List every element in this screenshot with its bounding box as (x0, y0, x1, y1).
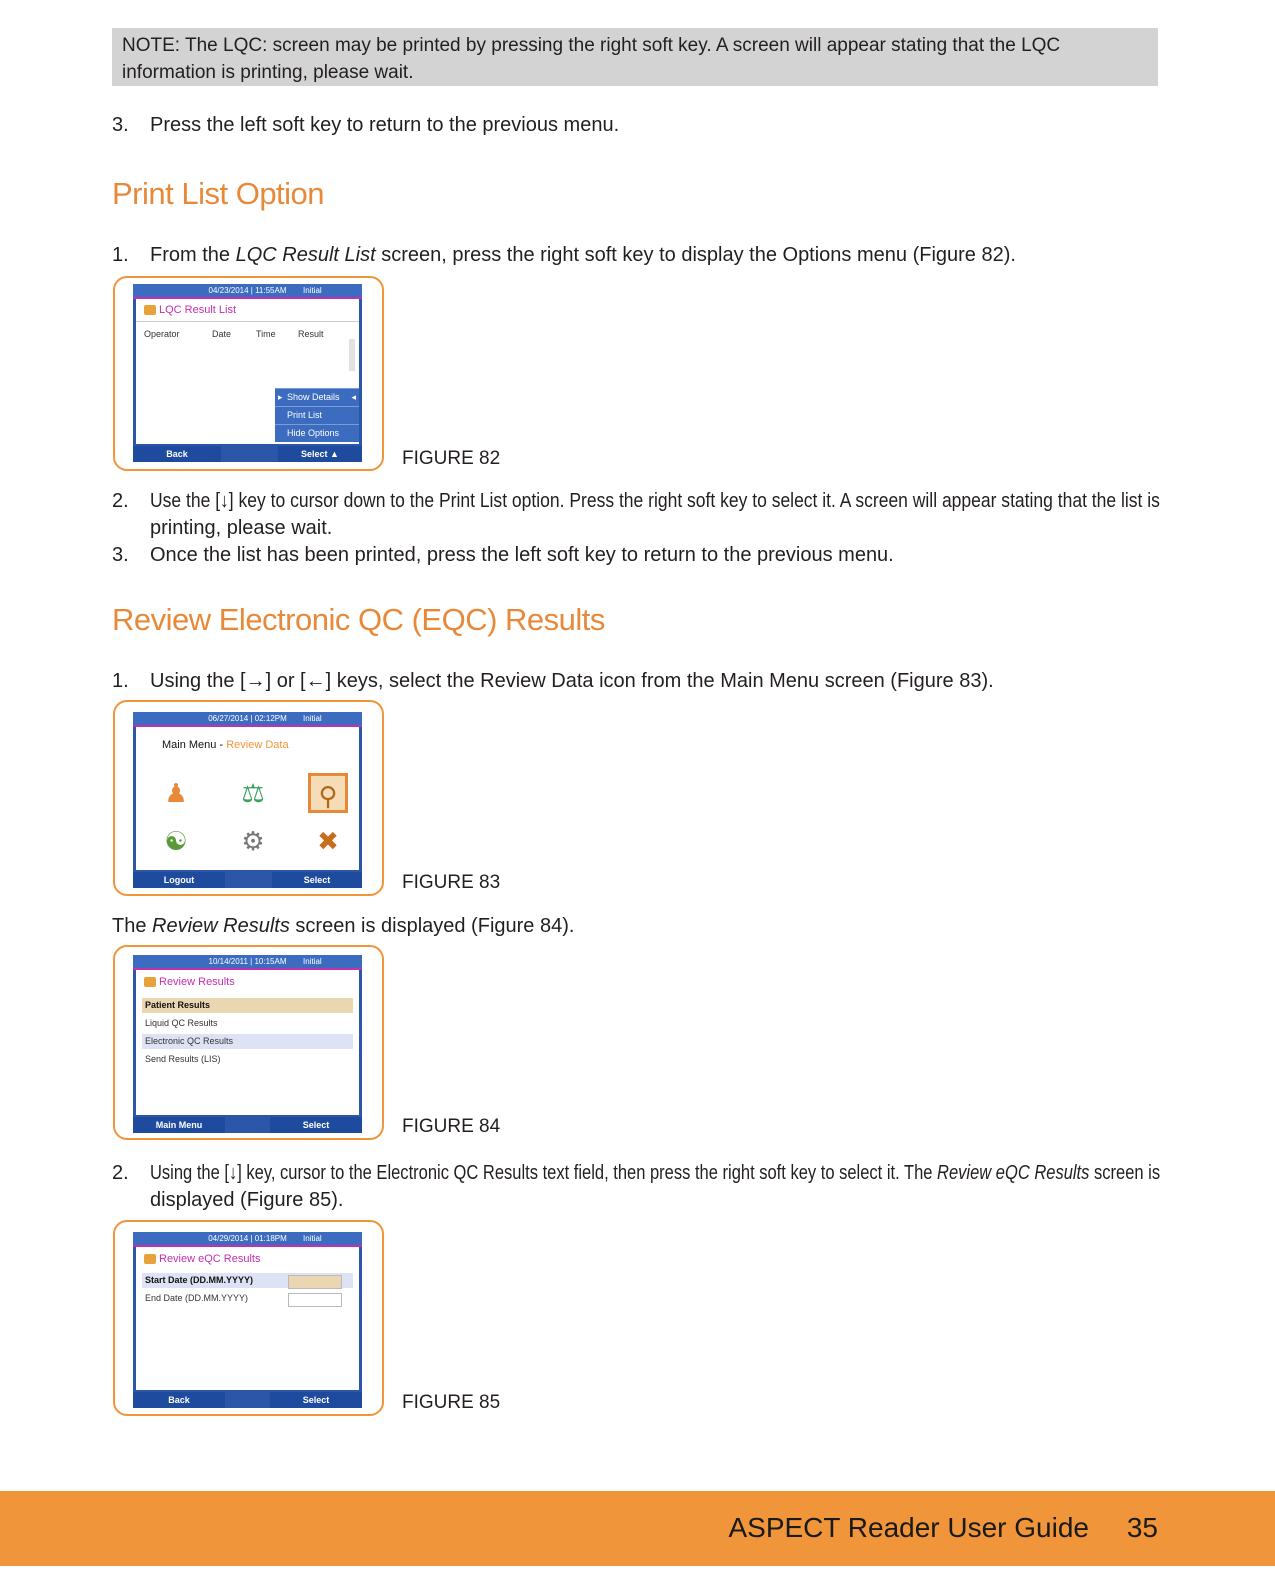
user-label: Initial (303, 957, 322, 966)
user-label: Initial (303, 286, 322, 295)
figure-85-screen (113, 1220, 384, 1416)
menu-item-patient-results[interactable]: Patient Results (142, 998, 353, 1013)
user-label: Initial (303, 1234, 322, 1243)
note-box: NOTE: The LQC: screen may be printed by pressing the right soft key. A screen will appear stating that the LQC information is printing, please wait. (112, 28, 1158, 86)
step-text: displayed (Figure 85). (150, 1189, 344, 1211)
footer-title: ASPECT Reader User Guide (728, 1512, 1089, 1543)
menu-item-send-results[interactable]: Send Results (LIS) (145, 1054, 221, 1064)
logout-soft-key[interactable]: Logout (133, 872, 225, 888)
step-text: From the LQC Result List screen, press the right soft key to display the Options menu (Figure 82). (150, 244, 1016, 266)
figure-caption: FIGURE 84 (402, 1116, 501, 1137)
figure-caption: FIGURE 82 (402, 448, 501, 469)
step-text: Press the left soft key to return to the previous menu. (150, 114, 620, 136)
main-menu-soft-key[interactable]: Main Menu (133, 1117, 225, 1133)
column-header: Date (212, 329, 232, 339)
step-number: 2. (112, 490, 129, 512)
select-soft-key[interactable]: Select (270, 1117, 362, 1133)
screen-subtitle: Review Data (226, 739, 289, 751)
back-soft-key[interactable]: Back (133, 446, 221, 462)
step-text: printing, please wait. (150, 517, 333, 539)
column-header: Result (298, 329, 324, 339)
section-heading-print-list: Print List Option (112, 176, 325, 211)
results-icon (144, 1254, 156, 1264)
options-menu (275, 388, 359, 442)
step-number: 1. (112, 244, 129, 266)
figure-caption: FIGURE 83 (402, 872, 501, 893)
datetime: 04/29/2014 | 01:18PM (208, 1234, 287, 1243)
step-text: Once the list has been printed, press the left soft key to return to the previous menu. (150, 544, 894, 566)
figure-caption: FIGURE 85 (402, 1392, 501, 1413)
screen-title: Review eQC Results (159, 1253, 261, 1265)
step-number: 1. (112, 670, 129, 692)
menu-item-liquid-qc[interactable]: Liquid QC Results (145, 1018, 218, 1028)
step-number: 3. (112, 114, 129, 136)
column-header: Operator (144, 329, 180, 339)
step-text: Use the [↓] key to cursor down to the Print List option. Press the right soft key to select it. A screen will appear stating that the list is (150, 490, 1160, 512)
back-soft-key[interactable]: Back (133, 1392, 225, 1408)
paragraph: The Review Results screen is displayed (Figure 84). (112, 915, 575, 937)
menu-item-show-details[interactable]: ▸ Show Details ◂ (275, 388, 359, 406)
start-date-input[interactable] (288, 1275, 342, 1289)
results-icon (144, 305, 156, 315)
select-soft-key[interactable]: Select ▲ (278, 446, 362, 462)
column-header: Time (256, 329, 276, 339)
step-number: 3. (112, 544, 129, 566)
menu-item-electronic-qc[interactable]: Electronic QC Results (142, 1034, 353, 1049)
qc-flask-icon[interactable]: ⚖ (241, 778, 265, 808)
step-number: 2. (112, 1162, 129, 1184)
scrollbar[interactable] (349, 339, 355, 371)
datetime: 10/14/2011 | 10:15AM (208, 957, 287, 966)
start-date-label: Start Date (DD.MM.YYYY) (142, 1273, 353, 1288)
step-text: Using the [→] or [←] keys, select the Review Data icon from the Main Menu screen (Figure 83). (150, 670, 994, 692)
datetime: 06/27/2014 | 02:12PM (208, 714, 287, 723)
menu-item-hide-options[interactable]: Hide Options (275, 424, 359, 442)
reader-device-icon[interactable]: ☯ (164, 826, 188, 856)
datetime: 04/23/2014 | 11:55AM (208, 286, 287, 295)
settings-gear-icon[interactable]: ⚙ (241, 826, 265, 856)
screen-title: Review Results (159, 976, 235, 988)
menu-item-print-list[interactable]: Print List (275, 406, 359, 424)
select-soft-key[interactable]: Select (272, 872, 362, 888)
figure-82-screen (113, 276, 384, 471)
screen-title: LQC Result List (159, 304, 237, 316)
page-number: 35 (1126, 1512, 1158, 1543)
tools-icon[interactable]: ✖ (317, 826, 339, 856)
operator-icon[interactable]: ♟ (164, 778, 188, 808)
step-text: Using the [↓] key, cursor to the Electronic QC Results text field, then press the right soft key to select it. The Review eQC Results screen is (150, 1162, 1161, 1184)
figure-83-screen (113, 700, 384, 896)
screen-title: Main Menu - (162, 739, 227, 751)
results-icon (144, 977, 156, 987)
figure-84-screen (113, 945, 384, 1140)
section-heading-eqc: Review Electronic QC (EQC) Results (112, 602, 605, 637)
end-date-input[interactable] (288, 1293, 342, 1307)
user-label: Initial (303, 714, 322, 723)
review-data-icon[interactable]: ⚲ (308, 773, 348, 813)
end-date-label: End Date (DD.MM.YYYY) (145, 1293, 249, 1303)
select-soft-key[interactable]: Select (270, 1392, 362, 1408)
